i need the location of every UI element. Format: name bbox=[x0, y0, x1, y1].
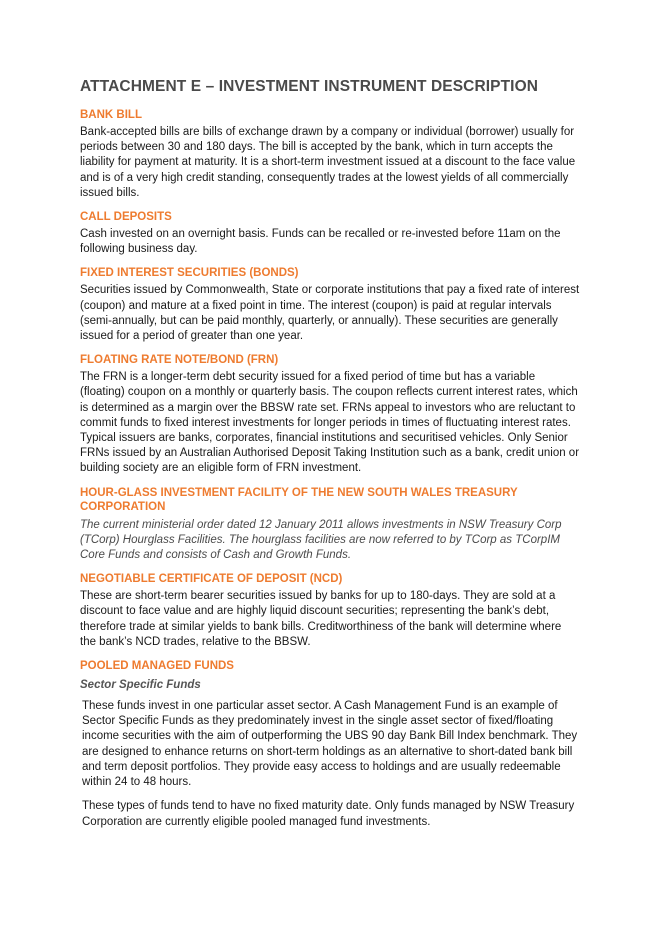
section-heading-pooled-funds: POOLED MANAGED FUNDS bbox=[80, 660, 234, 673]
section-body-call-deposits: Cash invested on an overnight basis. Funds can be recalled or re-invested before 11am on the following business day. bbox=[80, 228, 561, 256]
section-heading-hourglass: HOUR-GLASS INVESTMENT FACILITY OF THE NEW SOUTH WALES TREASURY CORPORATION bbox=[80, 486, 518, 513]
page-title: ATTACHMENT E – INVESTMENT INSTRUMENT DESCRIPTION bbox=[80, 78, 539, 95]
section-body-pooled-funds: These funds invest in one particular asset sector. A Cash Management Fund is an example of Sector Specific Funds as they predominately invest in the single asset sector of fixed/floating income securities with the aim of outperforming the UBS 90 day Bank Bill Index benchmark. They are designed to enhance returns on short-term holdings as an alternative to short-dated bank bill and term deposit portfolios. They provide easy access to holdings and are usually redeemable within 24 to 48 hours. bbox=[82, 700, 578, 789]
section-body-frn: The FRN is a longer-term debt security issued for a fixed period of time but has a variable (floating) coupon on a monthly or quarterly basis. The coupon reflects current interest rates, which is determined as a margin over the BBSW rate set. FRNs appeal to investors who are reluctant to commit funds to fixed interest investments for longer periods in times of fluctuating interest rates. Typical issuers are banks, corporates, financial institutions and securitised vehicles. Only Senior FRNs issued by an Australian Authorised Deposit Taking Institution such as a bank, credit union or building society are an eligible form of FRN investment. bbox=[80, 371, 580, 475]
section-subheading-sector-specific: Sector Specific Funds bbox=[80, 679, 201, 692]
section-heading-fixed-interest: FIXED INTEREST SECURITIES (BONDS) bbox=[80, 267, 299, 280]
section-heading-ncd: NEGOTIABLE CERTIFICATE OF DEPOSIT (NCD) bbox=[80, 573, 343, 586]
section-heading-frn: FLOATING RATE NOTE/BOND (FRN) bbox=[80, 354, 279, 367]
section-body-hourglass: The current ministerial order dated 12 January 2011 allows investments in NSW Treasury Corp (TCorp) Hourglass Facilities. The hourglass facilities are now referred to by TCorp as TCorpIM Core Funds and consists of Cash and Growth Funds. bbox=[80, 518, 562, 562]
section-body-ncd: These are short-term bearer securities issued by banks for up to 180-days. They are sold at a discount to face value and are highly liquid discount securities; representing the bank’s debt, therefore trade at similar yields to bank bills. Creditworthiness of the bank will determine where the bank’s NCD trades, relative to the BBSW. bbox=[80, 590, 562, 648]
section-heading-call-deposits: CALL DEPOSITS bbox=[80, 211, 172, 224]
section-body-pooled-funds-2: These types of funds tend to have no fixed maturity date. Only funds managed by NSW Treasury Corporation are currently eligible pooled managed fund investments. bbox=[82, 800, 575, 828]
section-body-bank-bill: Bank-accepted bills are bills of exchange drawn by a company or individual (borrower) usually for periods between 30 and 180 days. The bill is accepted by the bank, which in turn accepts the liability for payment at maturity. It is a short-term investment issued at a discount to the face value and is of a very high credit standing, consequently trades at the lowest yields of all commercially issued bills. bbox=[80, 126, 576, 199]
section-heading-bank-bill: BANK BILL bbox=[80, 109, 142, 121]
document-page bbox=[80, 78, 580, 839]
section-body-fixed-interest: Securities issued by Commonwealth, State or corporate institutions that pay a fixed rate of interest (coupon) and mature at a fixed point in time. The interest (coupon) is paid at regular intervals (semi-annually, but can be paid monthly, quarterly, or annually). These securities are generally issued for a period of greater than one year. bbox=[80, 284, 580, 343]
